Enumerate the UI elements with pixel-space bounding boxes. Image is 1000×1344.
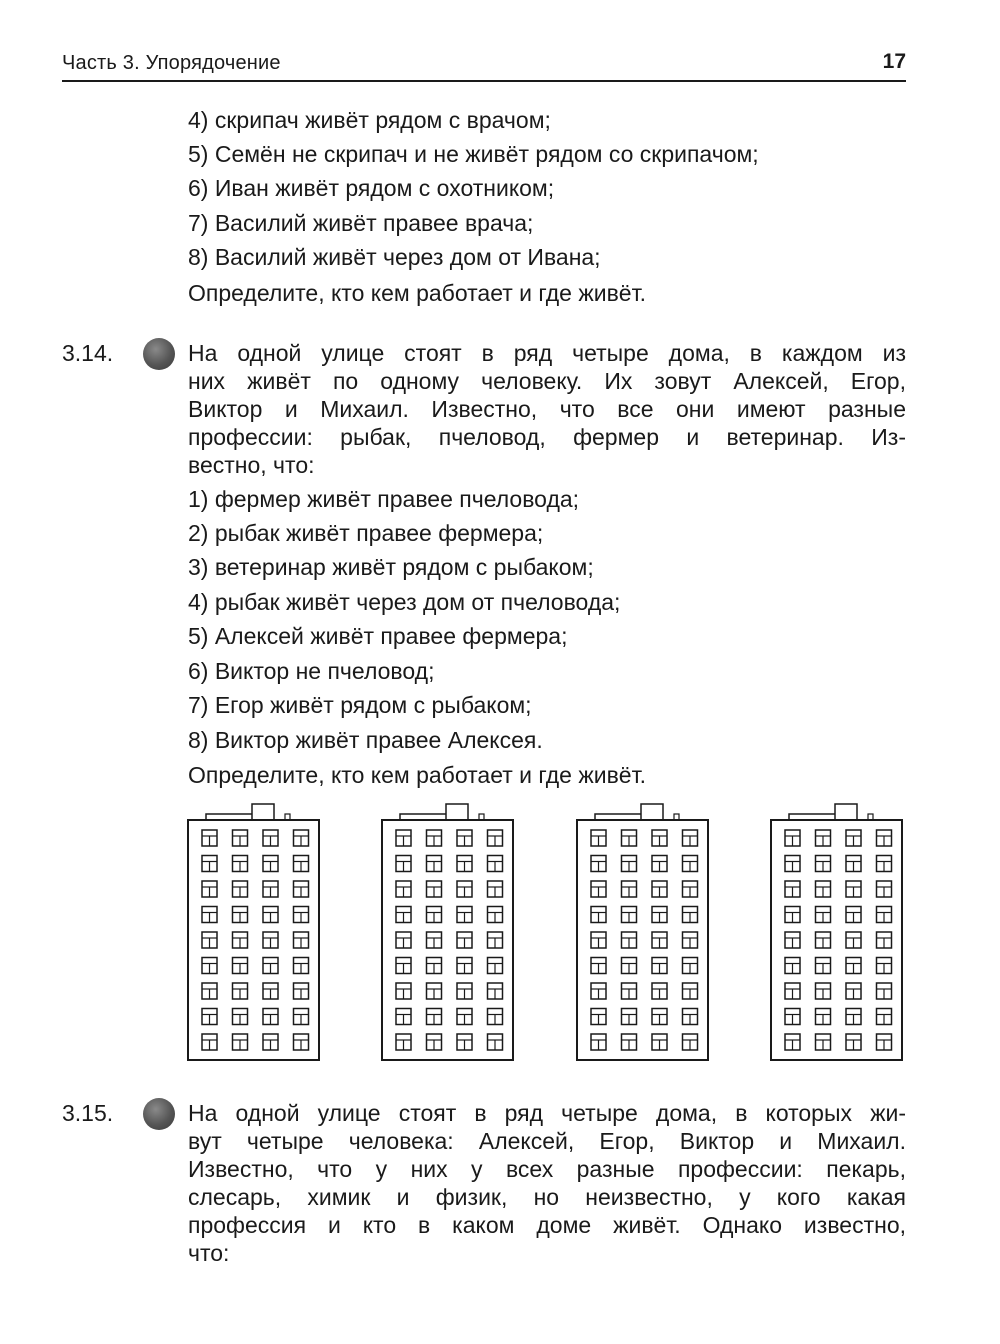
task-text-line: слесарь, химик и физик, но неизвестно, у кого какая xyxy=(188,1184,906,1210)
task-text-line: вестно, что: xyxy=(188,452,315,478)
section-title: Часть 3. Упорядочение xyxy=(62,52,281,74)
condition-line: 5) Алексей живёт правее фермера; xyxy=(188,623,568,649)
question-line: Определите, кто кем работает и где живёт. xyxy=(188,762,646,788)
task-number: 3.15. xyxy=(62,1100,114,1126)
condition-line: 3) ветеринар живёт рядом с рыбаком; xyxy=(188,554,594,580)
task-text-line: вут четыре человека: Алексей, Егор, Виктор и Михаил. xyxy=(188,1128,906,1154)
difficulty-dot-icon xyxy=(143,338,175,370)
condition-line: 7) Егор живёт рядом с рыбаком; xyxy=(188,692,532,718)
roof-structure xyxy=(252,804,274,820)
task-text-line: профессия и кто в каком доме живёт. Однако известно, xyxy=(188,1212,906,1238)
condition-line: 2) рыбак живёт правее фермера; xyxy=(188,520,544,546)
task-text-line: профессии: рыбак, пчеловод, фермер и ветеринар. Из- xyxy=(188,424,906,450)
condition-line: 4) рыбак живёт через дом от пчеловода; xyxy=(188,589,621,615)
task-text-line: Известно, что у них у всех разные профессии: пекарь, xyxy=(188,1156,906,1182)
difficulty-dot-icon xyxy=(143,1098,175,1130)
building-drawing xyxy=(380,800,516,1062)
task-text-line: На одной улице стоят в ряд четыре дома, в которых жи- xyxy=(188,1100,906,1126)
building-3 xyxy=(575,800,711,1062)
condition-line: 7) Василий живёт правее врача; xyxy=(188,210,534,236)
task-text-line: что: xyxy=(188,1240,230,1266)
building-drawing xyxy=(186,800,322,1062)
condition-line: 6) Иван живёт рядом с охотником; xyxy=(188,175,555,201)
building-1 xyxy=(186,800,322,1062)
task-text-line: них живёт по одному человеку. Их зовут Алексей, Егор, xyxy=(188,368,906,394)
page-number: 17 xyxy=(882,50,906,73)
condition-line: 8) Василий живёт через дом от Ивана; xyxy=(188,244,601,270)
condition-line: 4) скрипач живёт рядом с врачом; xyxy=(188,107,551,133)
roof-structure xyxy=(446,804,468,820)
condition-line: 1) фермер живёт правее пчеловода; xyxy=(188,486,580,512)
buildings-illustration xyxy=(0,800,1000,1065)
task-text-line: На одной улице стоят в ряд четыре дома, в каждом из xyxy=(188,340,906,366)
roof-structure xyxy=(835,804,857,820)
condition-line: 6) Виктор не пчеловод; xyxy=(188,658,435,684)
question-line: Определите, кто кем работает и где живёт. xyxy=(188,280,646,306)
building-2 xyxy=(380,800,516,1062)
task-text-line: Виктор и Михаил. Известно, что все они имеют разные xyxy=(188,396,906,422)
building-4 xyxy=(769,800,905,1062)
task-number: 3.14. xyxy=(62,340,114,366)
building-drawing xyxy=(575,800,711,1062)
roof-structure xyxy=(641,804,663,820)
building-drawing xyxy=(769,800,905,1062)
page-header xyxy=(62,48,906,82)
condition-line: 8) Виктор живёт правее Алексея. xyxy=(188,727,543,753)
condition-line: 5) Семён не скрипач и не живёт рядом со скрипачом; xyxy=(188,141,759,167)
